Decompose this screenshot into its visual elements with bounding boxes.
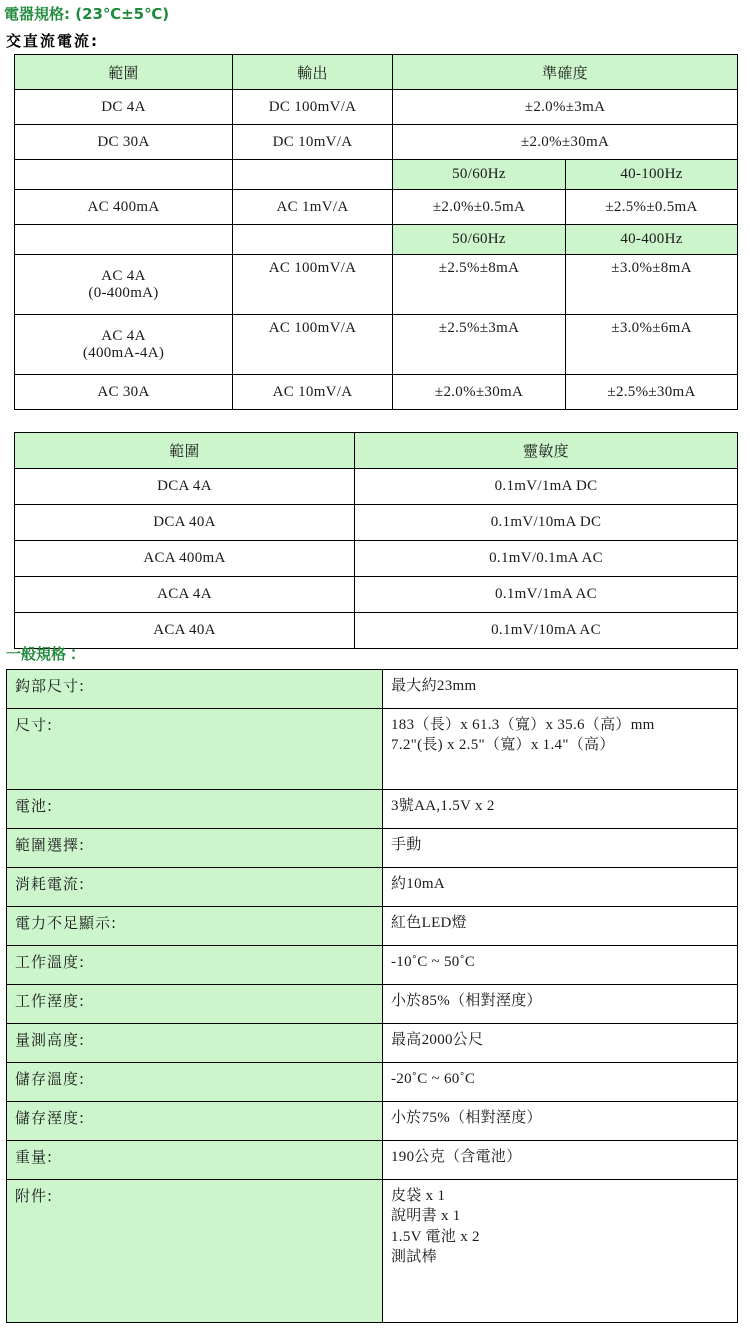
table-row [15, 90, 738, 125]
cell-output: DC 100mV/A [233, 90, 393, 125]
cell-range: AC 400mA [15, 190, 233, 225]
cell-sensitivity: 0.1mV/10mA AC [355, 613, 738, 649]
cell-range: ACA 400mA [15, 541, 355, 577]
table-row [15, 255, 738, 315]
cell-sensitivity: 0.1mV/1mA DC [355, 469, 738, 505]
cell-range: DC 4A [15, 90, 233, 125]
cell-range-line2: (0-400mA) [88, 284, 159, 301]
cell-output: AC 10mV/A [233, 375, 393, 410]
cell-value: 約10mA [383, 868, 738, 907]
table-row [7, 1024, 738, 1063]
cell-label: 範圍選擇: [7, 829, 383, 868]
cell-value: 3號AA,1.5V x 2 [383, 790, 738, 829]
cell-sensitivity: 0.1mV/10mA DC [355, 505, 738, 541]
cell-output: DC 10mV/A [233, 125, 393, 160]
cell-output: AC 100mV/A [233, 315, 393, 375]
cell-value-line3: 1.5V 電池 x 2 [391, 1228, 480, 1245]
table-row-frequency-header [15, 160, 738, 190]
table-row [15, 505, 738, 541]
cell-accuracy-high: ±2.5%±30mA [566, 375, 738, 410]
cell-accuracy-high: ±3.0%±8mA [566, 255, 738, 315]
cell-range: AC 30A [15, 375, 233, 410]
page-title-electrical-spec: 電器規格: (23℃±5℃) [4, 5, 170, 23]
table-row-header [15, 55, 738, 90]
cell-label: 工作溼度: [7, 985, 383, 1024]
cell-value: 190公克（含電池） [383, 1141, 738, 1180]
cell-value: 紅色LED燈 [383, 907, 738, 946]
cell-label: 儲存溫度: [7, 1063, 383, 1102]
cell-range: DC 30A [15, 125, 233, 160]
table-row [7, 1141, 738, 1180]
cell-label: 消耗電流: [7, 868, 383, 907]
cell-value: 小於75%（相對溼度） [383, 1102, 738, 1141]
table-general-specifications [6, 669, 738, 1323]
cell-value: -10˚C ~ 50˚C [383, 946, 738, 985]
cell-output: AC 1mV/A [233, 190, 393, 225]
cell-value-line4: 測試棒 [391, 1248, 437, 1265]
cell-value: 手動 [383, 829, 738, 868]
cell-output: AC 100mV/A [233, 255, 393, 315]
table-row [15, 469, 738, 505]
cell-range [15, 315, 233, 375]
cell-empty [15, 225, 233, 255]
cell-label: 電池: [7, 790, 383, 829]
cell-accuracy-high: ±2.5%±0.5mA [566, 190, 738, 225]
column-header-output: 輸出 [233, 55, 393, 90]
table-row [15, 190, 738, 225]
cell-value: -20˚C ~ 60˚C [383, 1063, 738, 1102]
column-header-range: 範圍 [15, 433, 355, 469]
section-title-general-spec: 一般規格： [6, 645, 82, 663]
cell-label: 尺寸: [7, 709, 383, 790]
cell-label: 鈎部尺寸: [7, 670, 383, 709]
table-row-header [15, 433, 738, 469]
cell-range [15, 255, 233, 315]
cell-label: 量測高度: [7, 1024, 383, 1063]
table-row [7, 1180, 738, 1323]
cell-frequency-low: 50/60Hz [393, 225, 566, 255]
cell-range: ACA 4A [15, 577, 355, 613]
table-sensitivity [14, 432, 738, 649]
table-row [7, 670, 738, 709]
cell-empty [233, 160, 393, 190]
table-row [7, 709, 738, 790]
cell-frequency-low: 50/60Hz [393, 160, 566, 190]
table-row [7, 946, 738, 985]
cell-label: 工作溫度: [7, 946, 383, 985]
cell-value: 小於85%（相對溼度） [383, 985, 738, 1024]
table-row [7, 985, 738, 1024]
cell-value: 最高2000公尺 [383, 1024, 738, 1063]
table-row [15, 541, 738, 577]
table-ac-dc-current [14, 54, 738, 410]
cell-range-line1: AC 4A [101, 267, 146, 284]
cell-frequency-high: 40-100Hz [566, 160, 738, 190]
cell-sensitivity: 0.1mV/0.1mA AC [355, 541, 738, 577]
table-row-frequency-header [15, 225, 738, 255]
cell-range: ACA 40A [15, 613, 355, 649]
cell-accuracy-high: ±3.0%±6mA [566, 315, 738, 375]
table-row [7, 1063, 738, 1102]
table-row [7, 907, 738, 946]
cell-label: 重量: [7, 1141, 383, 1180]
column-header-accuracy: 準確度 [393, 55, 738, 90]
cell-empty [233, 225, 393, 255]
cell-accuracy-low: ±2.5%±8mA [393, 255, 566, 315]
cell-sensitivity: 0.1mV/1mA AC [355, 577, 738, 613]
cell-value-line1: 皮袋 x 1 [391, 1188, 446, 1204]
table-row [15, 613, 738, 649]
cell-value-line1: 183（長）x 61.3（寬）x 35.6（高）mm [391, 717, 655, 733]
table-row [15, 375, 738, 410]
cell-accuracy: ±2.0%±3mA [393, 90, 738, 125]
cell-accuracy-low: ±2.5%±3mA [393, 315, 566, 375]
column-header-range: 範圍 [15, 55, 233, 90]
cell-range: DCA 4A [15, 469, 355, 505]
cell-value: 最大約23mm [383, 670, 738, 709]
cell-value-line2: 說明書 x 1 [391, 1208, 461, 1225]
table-row [15, 315, 738, 375]
cell-range: DCA 40A [15, 505, 355, 541]
cell-label: 電力不足顯示: [7, 907, 383, 946]
table-row [15, 577, 738, 613]
table-row [7, 790, 738, 829]
cell-frequency-high: 40-400Hz [566, 225, 738, 255]
column-header-sensitivity: 靈敏度 [355, 433, 738, 469]
table-row [7, 868, 738, 907]
table-row [7, 1102, 738, 1141]
section-title-ac-dc-current: 交直流電流: [6, 32, 99, 50]
cell-empty [15, 160, 233, 190]
cell-value [383, 709, 738, 790]
cell-value-line2: 7.2"(長) x 2.5"（寬）x 1.4"（高） [391, 737, 615, 754]
cell-accuracy-low: ±2.0%±0.5mA [393, 190, 566, 225]
cell-label: 附件: [7, 1180, 383, 1323]
table-row [7, 829, 738, 868]
cell-value [383, 1180, 738, 1323]
table-row [15, 125, 738, 160]
cell-range-line2: (400mA-4A) [82, 344, 165, 361]
cell-range-line1: AC 4A [101, 327, 146, 344]
cell-accuracy: ±2.0%±30mA [393, 125, 738, 160]
cell-accuracy-low: ±2.0%±30mA [393, 375, 566, 410]
cell-label: 儲存溼度: [7, 1102, 383, 1141]
